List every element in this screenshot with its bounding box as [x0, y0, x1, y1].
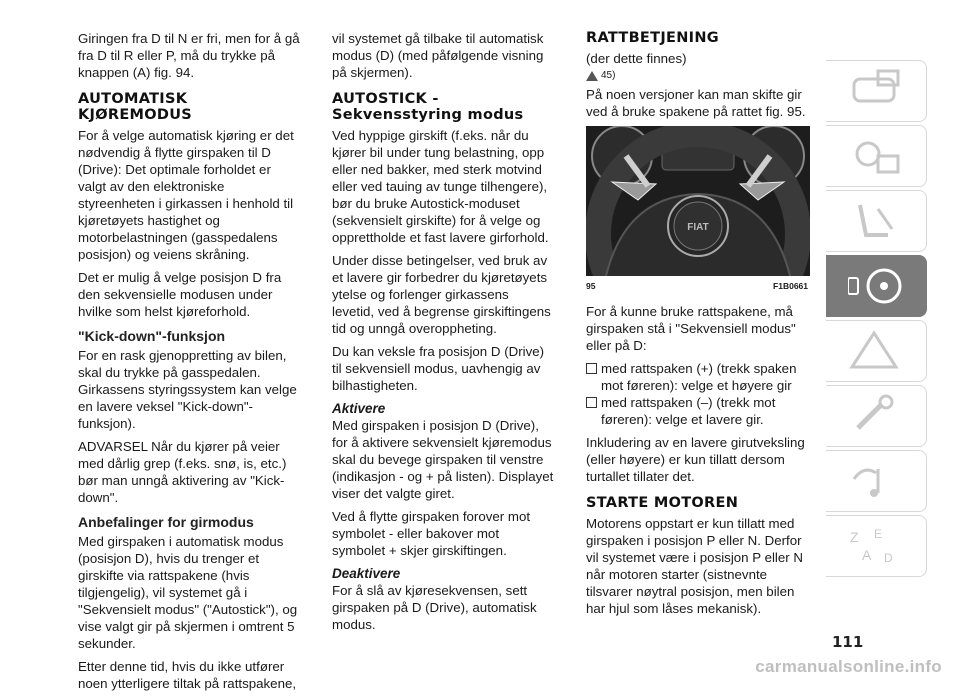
paragraph: Du kan veksle fra posisjon D (Drive) til sekvensiell modus, uavhengig av bilhastigheten.	[332, 344, 545, 393]
chapter-tabs	[826, 60, 934, 580]
tab-multimedia[interactable]	[826, 450, 927, 512]
figure-steering-wheel	[586, 126, 810, 276]
tab-safety[interactable]	[826, 190, 927, 252]
list-item: med rattspaken (–) (trekk mot føreren): velge et lavere gir.	[586, 394, 808, 428]
media-icon	[848, 459, 904, 503]
paragraph: Etter denne tid, hvis du ikke utfører noen ytterligere tiltak på rattspakene,	[78, 659, 297, 691]
paragraph: Ved hyppige girskift (f.eks. når du kjører bil under tung belastning, opp eller ned bakker, med sterk motvind eller ved tauing av tunge tilhengere), bør du bruke Autostick-moduset (sekvensielt girskifte) for å velge og opprettholde et fast lavere girforhold.	[332, 128, 549, 245]
fiat-logo: FIAT	[687, 222, 709, 233]
paragraph: For en rask gjenoppretting av bilen, skal du trykke på gasspedalen. Girkassens styringssystem kan velge en lavere veksel "Kick-down"-funksjon).	[78, 348, 297, 431]
column-2	[332, 30, 554, 639]
steering-wheel-icon	[848, 264, 908, 308]
paragraph: Under disse betingelser, ved bruk av et lavere gir forbedrer du kjøretøyets ytelse og forlenger girkassens levetid, ved å begrense girskiftingens tid og unngå overoppheting.	[332, 253, 551, 336]
subheading-activate: Aktivere	[332, 401, 386, 416]
section-heading-automatic: AUTOMATISK KJØREMODUS	[78, 91, 193, 123]
subheading-recommendations: Anbefalinger for girmodus	[78, 514, 254, 530]
column-3	[586, 30, 808, 623]
paragraph: Motorens oppstart er kun tillatt med girspaken i posisjon P eller N. Derfor vil systemet være i posisjon P eller N når motoren starter (sistnevnte tilsvarer nøytral posisjon, men bilen har hjul som låses mekanisk).	[586, 516, 804, 616]
steering-wheel-illustration	[586, 126, 810, 276]
section-heading-autostick: AUTOSTICK - Sekvensstyring modus	[332, 91, 524, 123]
paragraph: (der dette finnes)	[586, 51, 687, 66]
figure-caption	[586, 278, 808, 295]
paragraph: Inkludering av en lavere girutveksling (eller høyere) er kun tillatt dersom turtallet tillater det.	[586, 435, 805, 484]
tab-index[interactable]	[826, 515, 927, 577]
figure-number: 95	[586, 281, 596, 291]
paragraph: Med girspaken i automatisk modus (posisjon D), hvis du trenger et girskifte via rattspakene (hvis tilgjengelig), vil systemet gå i "Sekvensielt modus" ("Autostick"), og vise valgt gir på skjermen i omtrent 5 sekunder.	[78, 534, 298, 651]
section-heading-start-engine: STARTE MOTOREN	[586, 495, 739, 511]
paragraph: For å velge automatisk kjøring er det nødvendig å flytte girspaken til D (Drive): Det optimale forholdet er valgt av den elektroniske styreenheten i girkassen i henhold til kjøretøyets hastighet og motorbelastningen (gasspedalens posisjon) og veiens skråning.	[78, 128, 294, 262]
wrench-service-icon	[848, 394, 904, 438]
svg-text:Z: Z	[850, 529, 859, 545]
tab-service[interactable]	[826, 385, 927, 447]
section-heading-steering: RATTBETJENING	[586, 30, 719, 46]
tab-driving[interactable]	[826, 255, 927, 317]
list-item: med rattspaken (+) (trekk spaken mot føreren): velge et høyere gir	[586, 360, 808, 394]
warning-triangle-icon	[586, 71, 598, 81]
tab-car-info[interactable]	[826, 60, 927, 122]
subheading-kick-down: "Kick-down"-funksjon	[78, 328, 226, 344]
svg-text:A: A	[862, 547, 872, 563]
paragraph: Det er mulig å velge posisjon D fra den sekvensielle modusen under hvilke som helst kjøreforhold.	[78, 270, 282, 319]
svg-text:E: E	[874, 527, 883, 541]
paragraph: På noen versjoner kan man skifte gir ved å bruke spakene på rattet fig. 95.	[586, 87, 806, 119]
subheading-deactivate: Deaktivere	[332, 566, 401, 581]
page-number: 111	[832, 633, 864, 651]
paragraph: For å slå av kjøresekvensen, sett girspaken på D (Drive), automatisk modus.	[332, 583, 537, 632]
bullet-square-icon	[586, 363, 597, 374]
column-1	[78, 30, 300, 698]
paragraph: vil systemet gå tilbake til automatisk modus (D) (med påfølgende visning på skjermen).	[332, 31, 544, 80]
paragraph: For å kunne bruke rattspakene, må girspaken stå i "Sekvensiell modus" eller på D:	[586, 304, 796, 353]
watermark-footer: carmanualsonline.info	[755, 657, 942, 676]
paragraph: Ved å flytte girspaken forover mot symbolet - eller bakover mot symbolet + skjer girskiftingen.	[332, 509, 531, 558]
bullet-square-icon	[586, 397, 597, 408]
warning-paragraph: ADVARSEL Når du kjører på veier med dårlig grep (f.eks. snø, is, etc.) bør man unngå aktivering av "Kick-down".	[78, 439, 287, 505]
svg-text:D: D	[884, 551, 893, 565]
tab-emergency[interactable]	[826, 320, 927, 382]
warning-reference: 45)	[586, 67, 808, 84]
paragraph: Giringen fra D til N er fri, men for å gå fra D til R eller P, må du trykke på knappen (A) fig. 94.	[78, 31, 300, 80]
car-info-icon	[848, 69, 904, 113]
figure-code: F1B0661	[773, 281, 808, 291]
triangle-emergency-icon	[848, 329, 904, 373]
seat-safety-icon	[848, 199, 904, 243]
warning-lights-icon	[848, 134, 904, 178]
tab-warning-lights[interactable]	[826, 125, 927, 187]
index-letters-icon	[848, 524, 904, 568]
paragraph: Med girspaken i posisjon D (Drive), for å aktivere sekvensielt kjøremodus skal du bevege girspaken til venstre (indikasjon - og + på listen). Displayet viser det valgte giret.	[332, 418, 554, 501]
